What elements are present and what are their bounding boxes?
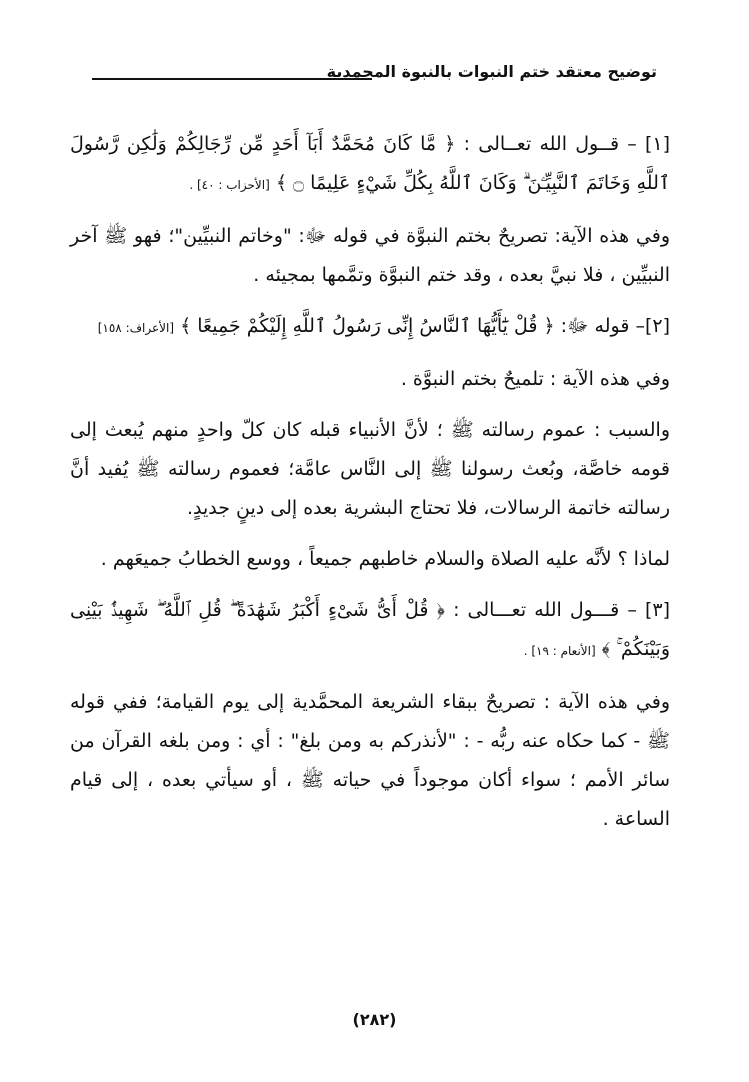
running-title: توضيح معتقد ختم النبوات بالنبوة المحمدية (326, 62, 657, 81)
paragraph-reason: والسبب : عموم رسالته ﷺ ؛ لأنَّ الأنبياء قبله كان كلّ واحدٍ منهم يُبعث إلى قومه خاصَّة، وبُعث رسولنا ﷺ إلى النَّاس عامَّة؛ فعموم رسالته ﷺ يُفيد أنَّ رسالته خاتمة الرسالات، فلا تحتاج البشرية بعده إلى دينٍ جديدٍ. (70, 419, 670, 519)
verse-1-reference: [الأحزاب : ٤٠] . (189, 178, 270, 192)
header-rule (92, 78, 372, 80)
paragraph-commentary-2: وفي هذه الآية : تلميحٌ بختم النبوَّة . (400, 368, 670, 390)
verse-3-reference: [الأنعام : ١٩] . (523, 644, 596, 658)
paragraph-commentary-3: وفي هذه الآية : تصريحٌ ببقاء الشريعة المحمَّدية إلى يوم القيامة؛ ففي قوله ﷺ - كما حكاه عنه ربُّه - : "لأنذركم به ومن بلغ" : أي : ومن بلغه القرآن من سائر الأمم ؛ سواء أكان موجوداً في حياته ﷺ ، أو سيأتي بعده ، إلى قيام الساعة . (70, 691, 670, 830)
paragraph-verse-2 (70, 307, 670, 348)
verse-2-reference: [الأعراف: ١٥٨] (97, 321, 175, 335)
verse-2-text: [٢]– قوله ﷻ: ﴿ قُلْ يَٰٓأَيُّهَا ٱلنَّاسُ إِنِّى رَسُولُ ٱللَّهِ إِلَيْكُمْ جَمِيعًا ﴾ (180, 315, 670, 337)
page-body (70, 125, 670, 851)
paragraph-verse-1 (70, 125, 670, 205)
page-number: (٢٨٢) (352, 1010, 397, 1029)
paragraph-verse-3 (70, 591, 670, 671)
paragraph-commentary-1: وفي هذه الآية: تصريحٌ بختم النبوَّة في قوله ﷻ: "وخاتم النبيِّين"؛ فهو ﷺ آخر النبيِّين ، فلا نبيَّ بعده ، وقد ختم النبوَّة وتمَّمها بمجيئه . (70, 225, 670, 286)
verse-3-text: [٣] – قـــول الله تعـــالى : ﴿ قُلْ أَىُّ شَىْءٍ أَكْبَرُ شَهَٰدَةً ۖ قُلِ ٱللَّهُ ۖ شَهِيدٌۢ بَيْنِى وَبَيْنَكُمْ ۚ ﴾ (70, 599, 670, 660)
paragraph-why: لماذا ؟ لأنَّه عليه الصلاة والسلام خاطبهم جميعاً ، ووسع الخطابُ جميعَهم . (100, 548, 670, 570)
verse-1-text: [١] – قــول الله تعــالى : ﴿ مَّا كَانَ مُحَمَّدٌ أَبَآ أَحَدٍ مِّن رِّجَالِكُمْ وَلَٰكِن رَّسُولَ ٱللَّهِ وَخَاتَمَ ٱلنَّبِيِّـۧنَ ۗ وَكَانَ ٱللَّهُ بِكُلِّ شَيْءٍ عَلِيمًا ۝ ﴾ (70, 133, 670, 194)
